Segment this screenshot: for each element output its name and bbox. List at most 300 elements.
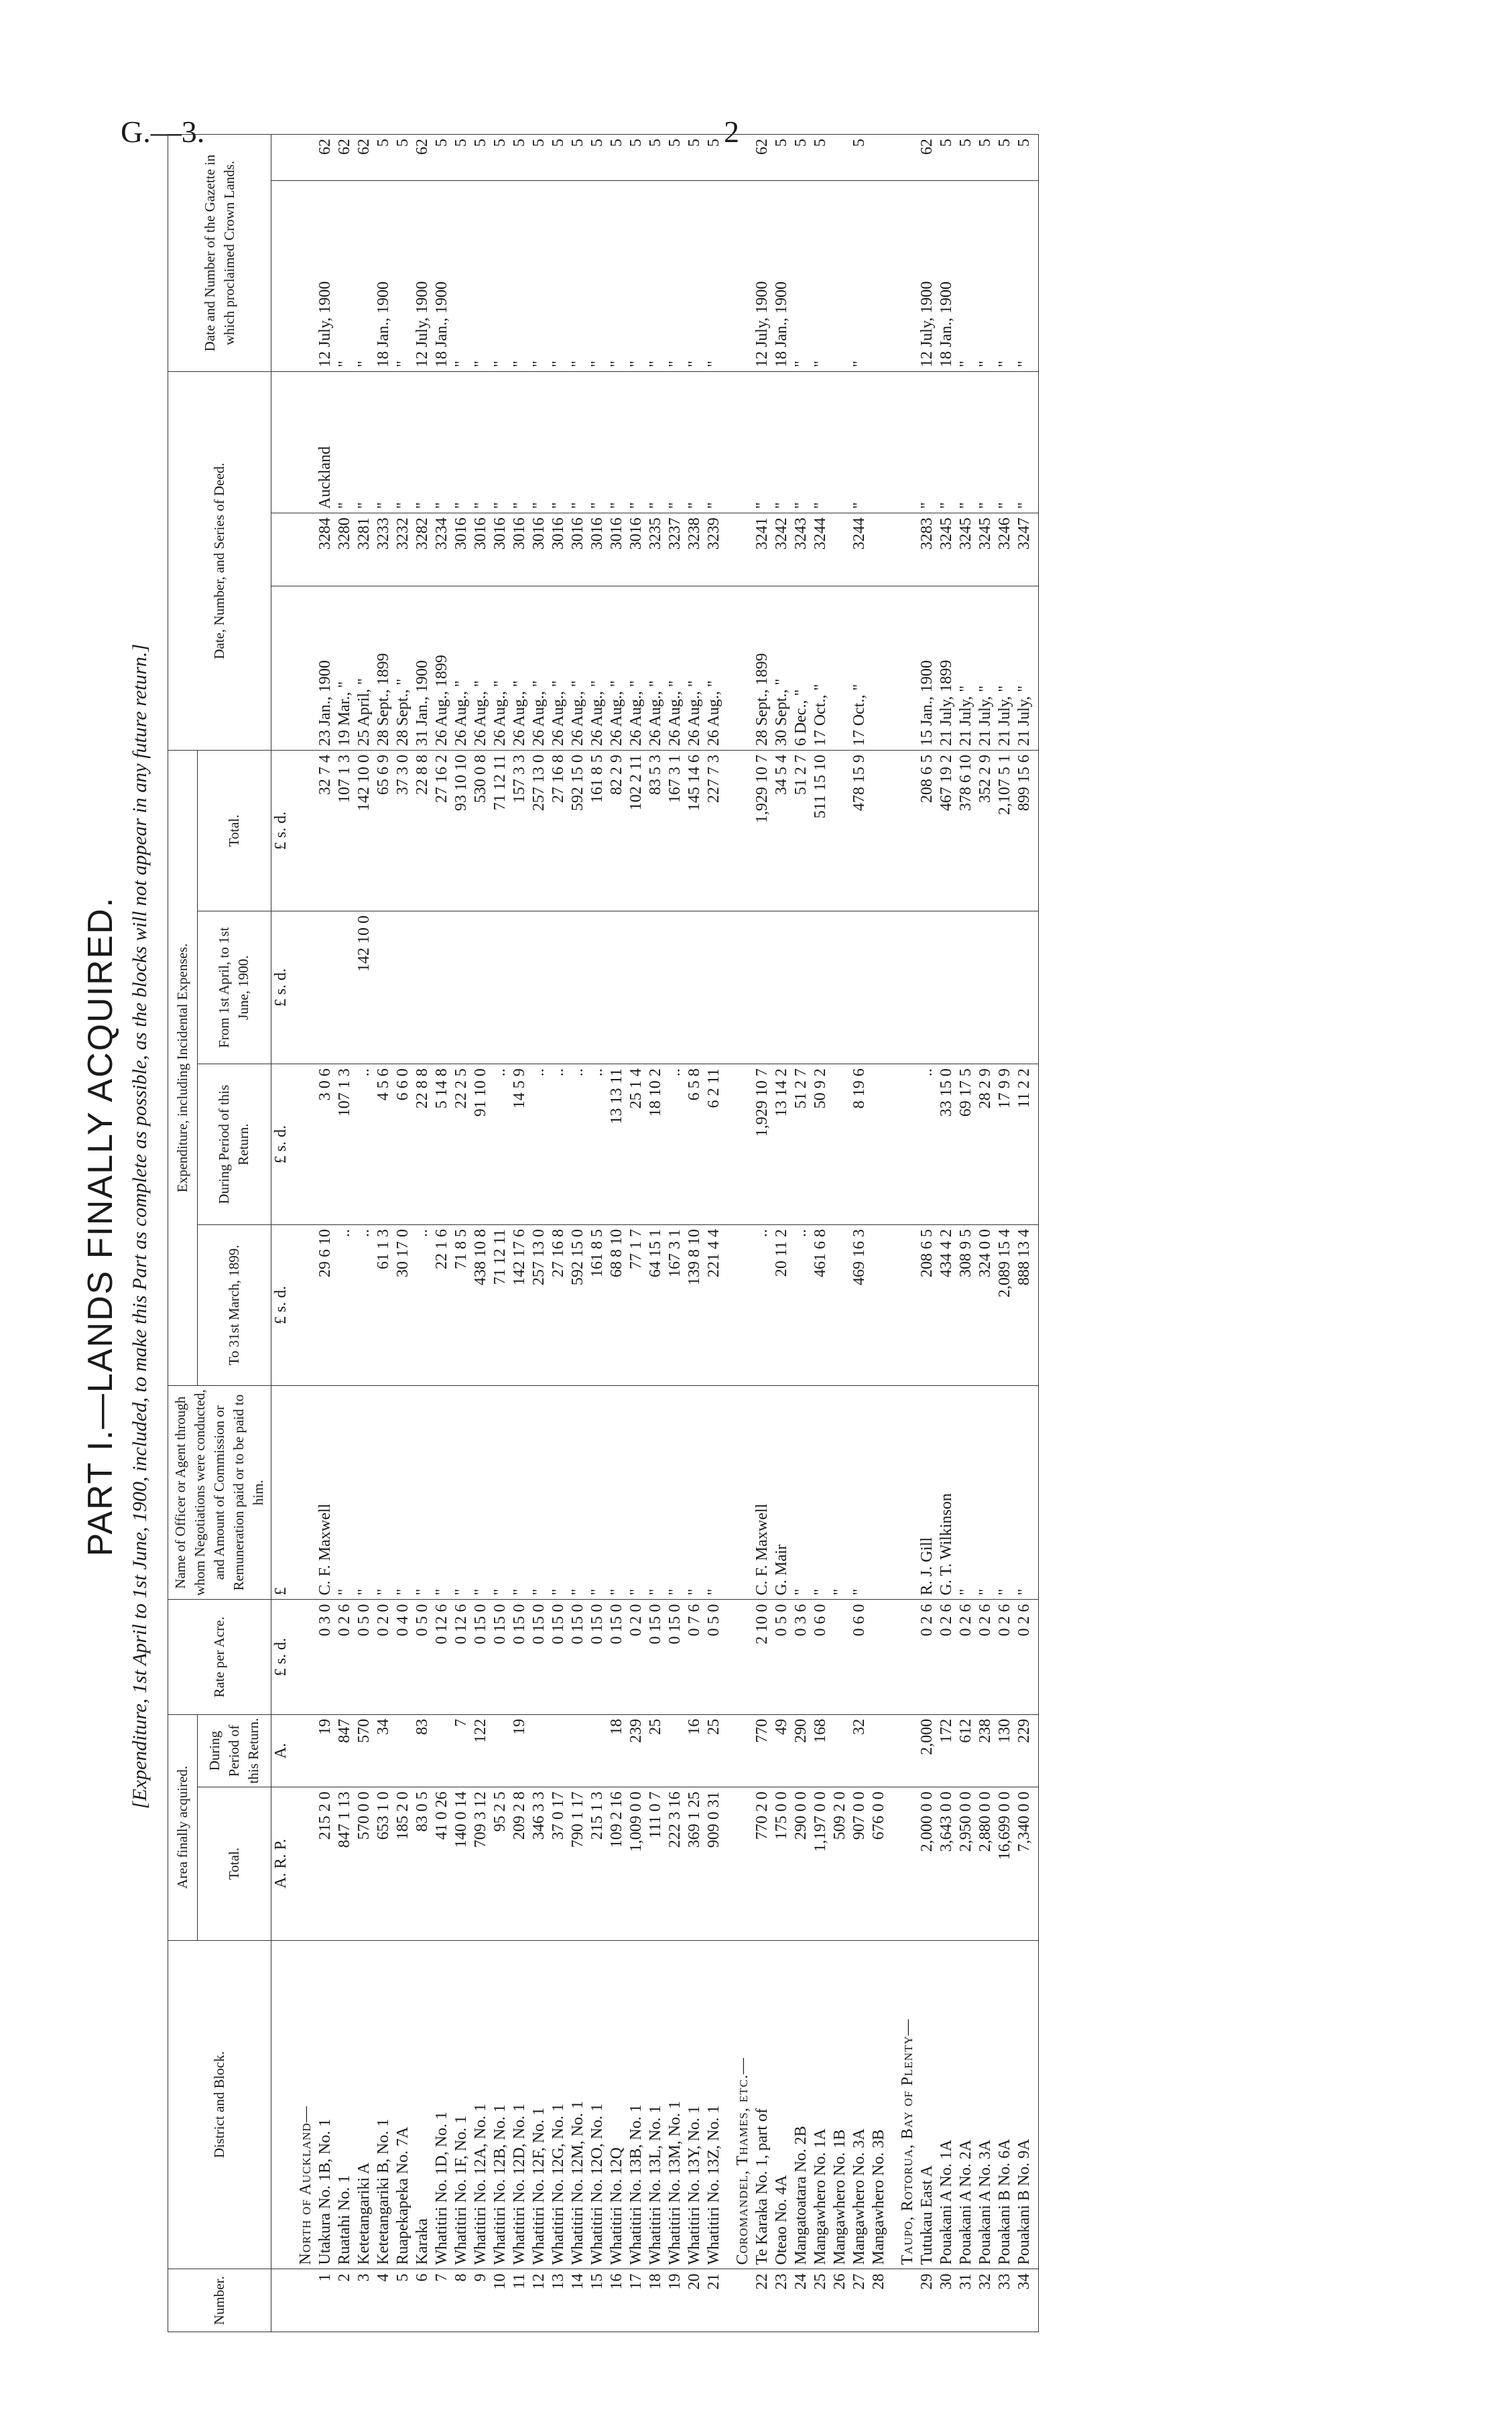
row-gazette-date bbox=[869, 180, 889, 371]
table-row bbox=[1015, 135, 1039, 2332]
row-number: 34 bbox=[1015, 2269, 1039, 2332]
row-area-period: 168 bbox=[811, 1714, 830, 1787]
row-officer: C. F. Maxwell bbox=[753, 1385, 772, 1600]
row-area-total: 676 0 0 bbox=[869, 1787, 889, 1940]
row-to-march: .. bbox=[355, 1225, 374, 1386]
row-from-april bbox=[937, 911, 956, 1064]
row-deed-date: 26 Aug., " bbox=[452, 586, 471, 750]
row-deed-date: 17 Oct., " bbox=[850, 586, 869, 750]
row-block: Pouakani A No. 1A bbox=[937, 1940, 956, 2269]
row-area-total: 222 3 16 bbox=[666, 1787, 685, 1940]
row-area-period: 570 bbox=[355, 1714, 374, 1787]
unit-area: A. R. P. bbox=[271, 1787, 292, 1940]
row-to-march bbox=[830, 1225, 850, 1386]
row-deed-number: 3016 bbox=[549, 513, 568, 586]
table-row bbox=[588, 135, 607, 2332]
row-officer: " bbox=[529, 1385, 549, 1600]
row-to-march: 68 8 10 bbox=[607, 1225, 627, 1386]
column-header-area-period: During Period of this Return. bbox=[197, 1714, 271, 1787]
row-during: .. bbox=[491, 1064, 510, 1225]
row-area-total: 83 0 5 bbox=[413, 1787, 432, 1940]
row-block: Mangawhero No. 1B bbox=[830, 1940, 850, 2269]
row-total: 107 1 3 bbox=[335, 751, 355, 911]
row-deed-number: 3016 bbox=[529, 513, 549, 586]
row-from-april bbox=[646, 911, 666, 1064]
row-block: Ruapekapeka No. 7A bbox=[393, 1940, 413, 2269]
row-total: 899 15 6 bbox=[1015, 751, 1039, 911]
table-row bbox=[685, 135, 704, 2332]
row-deed-series: " bbox=[374, 372, 393, 513]
row-block: Pouakani B No. 9A bbox=[1015, 1940, 1039, 2269]
row-from-april bbox=[772, 911, 792, 1064]
row-block: Ketetangariki A bbox=[355, 1940, 374, 2269]
row-deed-series: " bbox=[918, 372, 937, 513]
row-to-march: 888 13 4 bbox=[1015, 1225, 1039, 1386]
table-row bbox=[568, 135, 588, 2332]
row-total: 208 6 5 bbox=[918, 751, 937, 911]
table-row bbox=[811, 135, 830, 2332]
row-area-period: 32 bbox=[850, 1714, 869, 1787]
table-row bbox=[956, 135, 976, 2332]
row-officer: " bbox=[627, 1385, 646, 1600]
table-row bbox=[830, 135, 850, 2332]
row-from-april bbox=[850, 911, 869, 1064]
row-total: 167 3 1 bbox=[666, 751, 685, 911]
row-number: 14 bbox=[568, 2269, 588, 2332]
row-rate: 0 2 6 bbox=[918, 1600, 937, 1714]
row-during: 14 5 9 bbox=[510, 1064, 529, 1225]
row-area-total: 509 2 0 bbox=[830, 1787, 850, 1940]
row-from-april bbox=[918, 911, 937, 1064]
row-rate bbox=[869, 1600, 889, 1714]
row-rate: 0 7 6 bbox=[685, 1600, 704, 1714]
row-total: 22 8 8 bbox=[413, 751, 432, 911]
row-rate: 0 15 0 bbox=[471, 1600, 491, 1714]
row-deed-number: 3244 bbox=[811, 513, 830, 586]
row-gazette-number bbox=[830, 135, 850, 181]
column-header-expenditure: Expenditure, including Incidental Expenses. bbox=[168, 751, 198, 1386]
row-to-march: .. bbox=[335, 1225, 355, 1386]
row-officer: " bbox=[510, 1385, 529, 1600]
row-block: Whatitiri No. 1F, No. 1 bbox=[452, 1940, 471, 2269]
row-area-period bbox=[529, 1714, 549, 1787]
row-officer: " bbox=[393, 1385, 413, 1600]
row-rate: 0 2 0 bbox=[627, 1600, 646, 1714]
row-area-total: 2,000 0 0 bbox=[918, 1787, 937, 1940]
row-total: 93 10 10 bbox=[452, 751, 471, 911]
row-rate: 0 2 6 bbox=[335, 1600, 355, 1714]
row-area-total: 215 1 3 bbox=[588, 1787, 607, 1940]
row-total: 530 0 8 bbox=[471, 751, 491, 911]
row-rate: 0 2 0 bbox=[374, 1600, 393, 1714]
row-number: 31 bbox=[956, 2269, 976, 2332]
row-to-march: 167 3 1 bbox=[666, 1225, 685, 1386]
row-officer: " bbox=[432, 1385, 452, 1600]
row-gazette-number: 5 bbox=[452, 135, 471, 181]
row-from-april bbox=[393, 911, 413, 1064]
row-deed-series: " bbox=[549, 372, 568, 513]
row-deed-date: 21 July, " bbox=[976, 586, 995, 750]
row-to-march: 461 6 8 bbox=[811, 1225, 830, 1386]
row-from-april bbox=[549, 911, 568, 1064]
row-gazette-number: 5 bbox=[995, 135, 1015, 181]
row-gazette-number: 5 bbox=[704, 135, 724, 181]
row-total: 1,929 10 7 bbox=[753, 751, 772, 911]
row-to-march: .. bbox=[753, 1225, 772, 1386]
row-gazette-date: " bbox=[529, 180, 549, 371]
row-total: 467 19 2 bbox=[937, 751, 956, 911]
row-deed-series: " bbox=[568, 372, 588, 513]
rotated-table-page bbox=[80, 121, 1421, 2332]
row-gazette-number: 5 bbox=[529, 135, 549, 181]
row-area-total: 290 0 0 bbox=[792, 1787, 811, 1940]
row-from-april bbox=[432, 911, 452, 1064]
section-row bbox=[724, 135, 753, 2332]
row-deed-series: " bbox=[995, 372, 1015, 513]
row-during: 91 10 0 bbox=[471, 1064, 491, 1225]
row-during: .. bbox=[549, 1064, 568, 1225]
row-from-april bbox=[510, 911, 529, 1064]
row-from-april bbox=[471, 911, 491, 1064]
row-deed-number: 3237 bbox=[666, 513, 685, 586]
row-gazette-date: " bbox=[976, 180, 995, 371]
row-from-april: 142 10 0 bbox=[355, 911, 374, 1064]
row-rate: 0 2 6 bbox=[976, 1600, 995, 1714]
row-gazette-number: 5 bbox=[811, 135, 830, 181]
row-number: 10 bbox=[491, 2269, 510, 2332]
row-deed-number: 3245 bbox=[937, 513, 956, 586]
row-area-total: 37 0 17 bbox=[549, 1787, 568, 1940]
row-deed-number: 3245 bbox=[976, 513, 995, 586]
row-during: .. bbox=[355, 1064, 374, 1225]
row-gazette-number: 5 bbox=[393, 135, 413, 181]
row-deed-date: 15 Jan., 1900 bbox=[918, 586, 937, 750]
row-area-total: 41 0 26 bbox=[432, 1787, 452, 1940]
row-officer: C. F. Maxwell bbox=[316, 1385, 335, 1600]
row-officer: " bbox=[588, 1385, 607, 1600]
row-block: Whatitiri No. 12M, No. 1 bbox=[568, 1940, 588, 2269]
row-to-march: 324 0 0 bbox=[976, 1225, 995, 1386]
row-deed-date: 21 July, " bbox=[995, 586, 1015, 750]
column-header-district: District and Block. bbox=[168, 1940, 271, 2269]
column-header-number: Number. bbox=[168, 2269, 271, 2332]
row-from-april bbox=[374, 911, 393, 1064]
row-deed-date bbox=[869, 586, 889, 750]
row-gazette-date: " bbox=[355, 180, 374, 371]
row-from-april bbox=[995, 911, 1015, 1064]
row-rate: 0 5 0 bbox=[704, 1600, 724, 1714]
row-to-march: 434 4 2 bbox=[937, 1225, 956, 1386]
row-area-total: 709 3 12 bbox=[471, 1787, 491, 1940]
row-block: Whatitiri No. 13Z, No. 1 bbox=[704, 1940, 724, 2269]
row-officer: G. Mair bbox=[772, 1385, 792, 1600]
row-rate: 0 15 0 bbox=[529, 1600, 549, 1714]
row-area-period bbox=[830, 1714, 850, 1787]
row-gazette-date: " bbox=[588, 180, 607, 371]
row-gazette-number: 5 bbox=[937, 135, 956, 181]
row-to-march: 27 16 8 bbox=[549, 1225, 568, 1386]
column-header-to-march: To 31st March, 1899. bbox=[197, 1225, 271, 1386]
row-rate: 0 15 0 bbox=[588, 1600, 607, 1714]
row-gazette-number: 62 bbox=[355, 135, 374, 181]
row-from-april bbox=[704, 911, 724, 1064]
row-deed-date: 26 Aug., " bbox=[646, 586, 666, 750]
unit-officer: £ bbox=[271, 1385, 292, 1600]
row-number: 22 bbox=[753, 2269, 772, 2332]
table-row bbox=[413, 135, 432, 2332]
row-from-april bbox=[452, 911, 471, 1064]
row-number: 30 bbox=[937, 2269, 956, 2332]
row-number: 11 bbox=[510, 2269, 529, 2332]
row-area-period: 83 bbox=[413, 1714, 432, 1787]
row-deed-date: 6 Dec., " bbox=[792, 586, 811, 750]
row-gazette-number bbox=[869, 135, 889, 181]
row-deed-series bbox=[830, 372, 850, 513]
row-deed-number: 3016 bbox=[452, 513, 471, 586]
row-from-april bbox=[529, 911, 549, 1064]
row-rate: 0 12 6 bbox=[452, 1600, 471, 1714]
row-number: 12 bbox=[529, 2269, 549, 2332]
row-deed-number: 3246 bbox=[995, 513, 1015, 586]
page-number: 2 bbox=[724, 115, 739, 149]
row-area-total: 111 0 7 bbox=[646, 1787, 666, 1940]
section-heading: Taupo, Rotorua, Bay of Plenty— bbox=[889, 1940, 918, 2269]
row-deed-series: " bbox=[666, 372, 685, 513]
row-gazette-date: 12 July, 1900 bbox=[413, 180, 432, 371]
row-rate: 0 15 0 bbox=[568, 1600, 588, 1714]
row-deed-number: 3234 bbox=[432, 513, 452, 586]
row-number: 26 bbox=[830, 2269, 850, 2332]
row-to-march: 64 15 1 bbox=[646, 1225, 666, 1386]
row-total: 511 15 10 bbox=[811, 751, 830, 911]
row-during: 6 2 11 bbox=[704, 1064, 724, 1225]
table-row bbox=[316, 135, 335, 2332]
row-gazette-number: 5 bbox=[510, 135, 529, 181]
row-deed-number: 3283 bbox=[918, 513, 937, 586]
row-gazette-number: 5 bbox=[646, 135, 666, 181]
row-to-march: 71 12 11 bbox=[491, 1225, 510, 1386]
row-deed-series: " bbox=[753, 372, 772, 513]
row-to-march: 29 6 10 bbox=[316, 1225, 335, 1386]
row-officer: " bbox=[685, 1385, 704, 1600]
row-gazette-date: " bbox=[646, 180, 666, 371]
row-area-total: 140 0 14 bbox=[452, 1787, 471, 1940]
row-deed-date: 25 April, " bbox=[355, 586, 374, 750]
row-officer bbox=[869, 1385, 889, 1600]
row-during: 13 13 11 bbox=[607, 1064, 627, 1225]
row-rate: 0 5 0 bbox=[413, 1600, 432, 1714]
row-deed-date: 21 July, " bbox=[956, 586, 976, 750]
row-deed-date: 26 Aug., " bbox=[529, 586, 549, 750]
row-deed-date: 28 Sept., 1899 bbox=[374, 586, 393, 750]
row-block: Oteao No. 4A bbox=[772, 1940, 792, 2269]
column-header-officer: Name of Officer or Agent through whom Negotiations were conducted, and Amount of Commission or Remuneration paid or to be paid to him. bbox=[168, 1385, 271, 1600]
column-header-total: Total. bbox=[197, 751, 271, 911]
row-area-total: 2,880 0 0 bbox=[976, 1787, 995, 1940]
table-row bbox=[471, 135, 491, 2332]
row-gazette-date: " bbox=[792, 180, 811, 371]
row-deed-number: 3281 bbox=[355, 513, 374, 586]
row-rate: 0 15 0 bbox=[666, 1600, 685, 1714]
row-area-total: 1,197 0 0 bbox=[811, 1787, 830, 1940]
row-deed-date: 26 Aug., " bbox=[666, 586, 685, 750]
row-rate: 2 10 0 bbox=[753, 1600, 772, 1714]
row-total: 2,107 5 1 bbox=[995, 751, 1015, 911]
table-row bbox=[666, 135, 685, 2332]
row-block: Whatitiri No. 12D, No. 1 bbox=[510, 1940, 529, 2269]
row-block: Pouakani A No. 2A bbox=[956, 1940, 976, 2269]
row-deed-series: " bbox=[510, 372, 529, 513]
table-body bbox=[271, 135, 1039, 2332]
row-area-period bbox=[568, 1714, 588, 1787]
row-gazette-date: " bbox=[607, 180, 627, 371]
row-deed-series: " bbox=[976, 372, 995, 513]
row-during: 4 5 6 bbox=[374, 1064, 393, 1225]
table-row bbox=[491, 135, 510, 2332]
row-during: 8 19 6 bbox=[850, 1064, 869, 1225]
row-from-april bbox=[491, 911, 510, 1064]
row-area-total: 3,643 0 0 bbox=[937, 1787, 956, 1940]
row-from-april bbox=[1015, 911, 1039, 1064]
row-deed-number: 3016 bbox=[607, 513, 627, 586]
row-officer: " bbox=[666, 1385, 685, 1600]
row-number: 4 bbox=[374, 2269, 393, 2332]
row-deed-date: 26 Aug., " bbox=[607, 586, 627, 750]
row-area-period: 2,000 bbox=[918, 1714, 937, 1787]
row-gazette-number: 62 bbox=[413, 135, 432, 181]
row-gazette-date: 18 Jan., 1900 bbox=[432, 180, 452, 371]
row-deed-number: 3016 bbox=[471, 513, 491, 586]
table-row bbox=[646, 135, 666, 2332]
row-officer: " bbox=[607, 1385, 627, 1600]
row-to-march: 221 4 4 bbox=[704, 1225, 724, 1386]
row-area-period bbox=[432, 1714, 452, 1787]
row-during: 18 10 2 bbox=[646, 1064, 666, 1225]
row-gazette-date: " bbox=[549, 180, 568, 371]
row-gazette-number: 5 bbox=[432, 135, 452, 181]
row-area-period: 122 bbox=[471, 1714, 491, 1787]
row-during: 1,929 10 7 bbox=[753, 1064, 772, 1225]
section-row bbox=[291, 135, 316, 2332]
row-gazette-date: " bbox=[471, 180, 491, 371]
row-gazette-number: 5 bbox=[568, 135, 588, 181]
row-gazette-date: " bbox=[811, 180, 830, 371]
row-deed-date: 26 Aug., " bbox=[685, 586, 704, 750]
row-during bbox=[869, 1064, 889, 1225]
row-from-april bbox=[588, 911, 607, 1064]
row-during: 28 2 9 bbox=[976, 1064, 995, 1225]
row-number: 13 bbox=[549, 2269, 568, 2332]
row-area-period bbox=[393, 1714, 413, 1787]
section-heading: Coromandel, Thames, etc.— bbox=[724, 1940, 753, 2269]
row-to-march: 139 8 10 bbox=[685, 1225, 704, 1386]
row-deed-series: " bbox=[627, 372, 646, 513]
row-during: .. bbox=[666, 1064, 685, 1225]
row-officer: " bbox=[646, 1385, 666, 1600]
column-header-rate: Rate per Acre. bbox=[168, 1600, 271, 1714]
row-to-march: 61 1 3 bbox=[374, 1225, 393, 1386]
row-deed-series: " bbox=[529, 372, 549, 513]
row-number: 32 bbox=[976, 2269, 995, 2332]
row-area-total: 653 1 0 bbox=[374, 1787, 393, 1940]
row-area-period bbox=[666, 1714, 685, 1787]
row-to-march: 469 16 3 bbox=[850, 1225, 869, 1386]
row-to-march: 142 17 6 bbox=[510, 1225, 529, 1386]
row-during: 6 5 8 bbox=[685, 1064, 704, 1225]
row-gazette-date: " bbox=[685, 180, 704, 371]
row-number: 27 bbox=[850, 2269, 869, 2332]
table-row bbox=[869, 135, 889, 2332]
row-deed-date: 26 Aug., " bbox=[588, 586, 607, 750]
row-gazette-number: 5 bbox=[792, 135, 811, 181]
row-from-april bbox=[568, 911, 588, 1064]
row-rate: 0 2 6 bbox=[995, 1600, 1015, 1714]
column-header-deed: Date, Number, and Series of Deed. bbox=[168, 372, 271, 751]
row-deed-date: 30 Sept., " bbox=[772, 586, 792, 750]
row-officer: " bbox=[335, 1385, 355, 1600]
row-deed-series: " bbox=[792, 372, 811, 513]
section-heading: North of Auckland— bbox=[291, 1940, 316, 2269]
row-to-march: .. bbox=[413, 1225, 432, 1386]
row-during: .. bbox=[588, 1064, 607, 1225]
page-subtitle: [Expenditure, 1st April to 1st June, 1900, included, to make this Part as complete as possible, as the blocks will not appear in any future return.] bbox=[129, 643, 151, 1809]
row-block: Whatitiri No. 13L, No. 1 bbox=[646, 1940, 666, 2269]
row-gazette-date: 12 July, 1900 bbox=[753, 180, 772, 371]
row-to-march: 161 8 5 bbox=[588, 1225, 607, 1386]
row-deed-series: " bbox=[355, 372, 374, 513]
row-number: 28 bbox=[869, 2269, 889, 2332]
table-row bbox=[374, 135, 393, 2332]
row-total: 161 8 5 bbox=[588, 751, 607, 911]
row-block: Ketetangariki B, No. 1 bbox=[374, 1940, 393, 2269]
row-number: 18 bbox=[646, 2269, 666, 2332]
row-gazette-date: " bbox=[510, 180, 529, 371]
row-to-march: 20 11 2 bbox=[772, 1225, 792, 1386]
table-row bbox=[918, 135, 937, 2332]
row-block: Te Karaka No. 1, part of bbox=[753, 1940, 772, 2269]
row-officer: " bbox=[568, 1385, 588, 1600]
row-officer: " bbox=[704, 1385, 724, 1600]
row-deed-number: 3247 bbox=[1015, 513, 1039, 586]
row-gazette-date: " bbox=[1015, 180, 1039, 371]
row-gazette-number: 62 bbox=[316, 135, 335, 181]
row-during bbox=[830, 1064, 850, 1225]
row-officer: " bbox=[374, 1385, 393, 1600]
row-deed-series: " bbox=[607, 372, 627, 513]
row-total: 71 12 11 bbox=[491, 751, 510, 911]
row-area-period: 7 bbox=[452, 1714, 471, 1787]
row-gazette-date: " bbox=[491, 180, 510, 371]
row-deed-series bbox=[869, 372, 889, 513]
row-during: 51 2 7 bbox=[792, 1064, 811, 1225]
row-number: 20 bbox=[685, 2269, 704, 2332]
row-rate: 0 15 0 bbox=[607, 1600, 627, 1714]
row-area-total: 2,950 0 0 bbox=[956, 1787, 976, 1940]
row-deed-date: 26 Aug., " bbox=[491, 586, 510, 750]
row-block: Whatitiri No. 12O, No. 1 bbox=[588, 1940, 607, 2269]
unit-rate: £ s. d. bbox=[271, 1600, 292, 1714]
row-deed-number: 3242 bbox=[772, 513, 792, 586]
row-during: 17 9 9 bbox=[995, 1064, 1015, 1225]
table-row bbox=[529, 135, 549, 2332]
row-area-total: 907 0 0 bbox=[850, 1787, 869, 1940]
row-gazette-number: 5 bbox=[549, 135, 568, 181]
row-during: 3 0 6 bbox=[316, 1064, 335, 1225]
row-total: 32 7 4 bbox=[316, 751, 335, 911]
row-gazette-date: " bbox=[666, 180, 685, 371]
row-block: Whatitiri No. 12F, No. 1 bbox=[529, 1940, 549, 2269]
table-row bbox=[753, 135, 772, 2332]
